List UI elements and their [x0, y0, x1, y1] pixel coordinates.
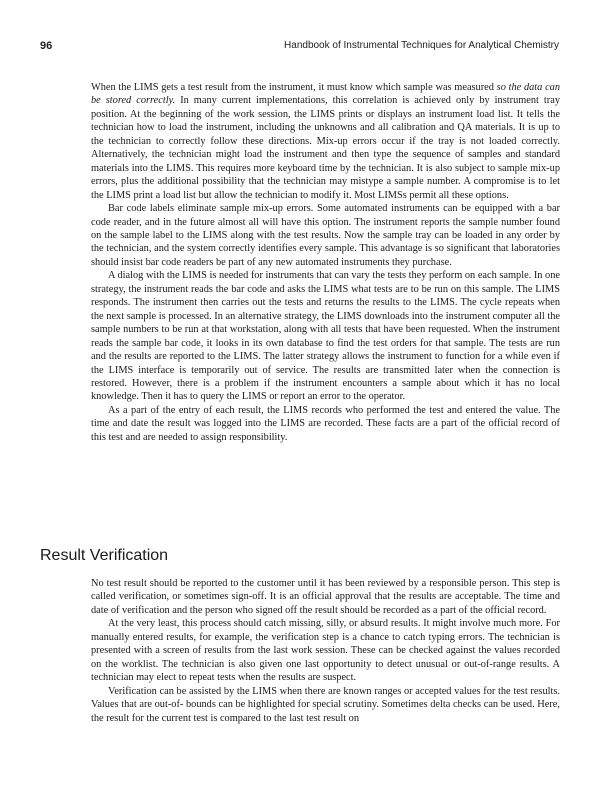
section-body-result-verification [91, 577, 560, 725]
paragraph: At the very least, this process should catch missing, silly, or absurd results. It might involve much more. For manually entered results, for example, the verification step is a chance to catch typing errors. The technician is presented with a screen of results from the last work session. These can be checked against the values recorded on the worklist. The technician is also given one last opportunity to detect unusual or out-of-range results. A technician may elect to repeat tests when the results are suspect. [91, 618, 560, 684]
paragraph-italic-text: so the data can be stored correctly. [91, 82, 561, 107]
page-number: 96 [40, 40, 53, 52]
running-header-title: Handbook of Instrumental Techniques for Analytical Chemistry [284, 40, 559, 51]
section-heading: Result Verification [40, 547, 169, 564]
section-body-lims-results [91, 81, 560, 444]
paragraph-text: When the LIMS gets a test result from the instrument, it must know which sample was measured [91, 82, 497, 93]
paragraph [91, 81, 560, 202]
paragraph: A dialog with the LIMS is needed for instruments that can vary the tests they perform on each sample. In one strategy, the instrument reads the bar code and asks the LIMS what tests are to be run on this sample. The LIMS responds. The instrument then carries out the tests and returns the results to the LIMS. The cycle repeats when the next sample is processed. In an alternative strategy, the LIMS downloads into the instrument computer all the sample numbers to be run at that workstation, along with all tests that have been requested. When the instrument reads the sample bar code, it looks in its own database to find the test orders for that sample. The tests are run and the results are reported to the LIMS. The latter strategy allows the instrument to function for a while even if the LIMS interface is temporarily out of service. The results are transmitted later when the connection is restored. However, there is a problem if the instrument encounters a sample about which it has no local knowledge. Then it has to query the LIMS or report an error to the operator. [91, 270, 560, 403]
paragraph-text: In many current implementations, this correlation is achieved only by instrument tray position. At the beginning of the work session, the LIMS prints or displays an instrument load list. It tells the technician how to load the instrument, including the unknowns and all calibration and QA materials. It is up to the technician to correctly follow these directions. Mix-up errors occur if the tray is not loaded correctly. Alternatively, the technician might load the instrument and then type the sequence of samples and standard materials into the LIMS. This requires more keyboard time by the technician. It is also subject to sample mix-up errors, plus the additional possibility that the technician may mistype a sample number. A compromise is to let the LIMS print a load list but allow the technician to modify it. Most LIMSs permit all these options. [91, 95, 560, 201]
paragraph: As a part of the entry of each result, the LIMS records who performed the test and entered the value. The time and date the result was logged into the LIMS are recorded. These facts are a part of the official record of this test and are needed to assign responsibility. [91, 404, 560, 443]
paragraph: No test result should be reported to the customer until it has been reviewed by a responsible person. This step is called verification, or sometimes sign-off. It is an official approval that the results are acceptable. The time and date of verification and the person who signed off the result should be recorded as a part of the official record. [91, 578, 560, 616]
paragraph: Bar code labels eliminate sample mix-up errors. Some automated instruments can be equipped with a bar code reader, and in the future almost all will have this option. The instrument reports the sample number found on the sample label to the LIMS along with the test results. Now the sample tray can be loaded in any order by the technician, and the system correctly identifies every sample. This advantage is so significant that laboratories should insist bar code readers be part of any new automated instruments they purchase. [91, 203, 560, 268]
paragraph: Verification can be assisted by the LIMS when there are known ranges or accepted values for the test results. Values that are out-of- bounds can be highlighted for special scrutiny. Sometimes delta checks can be used. Here, the result for the current test is compared to the last test result on [91, 685, 560, 724]
